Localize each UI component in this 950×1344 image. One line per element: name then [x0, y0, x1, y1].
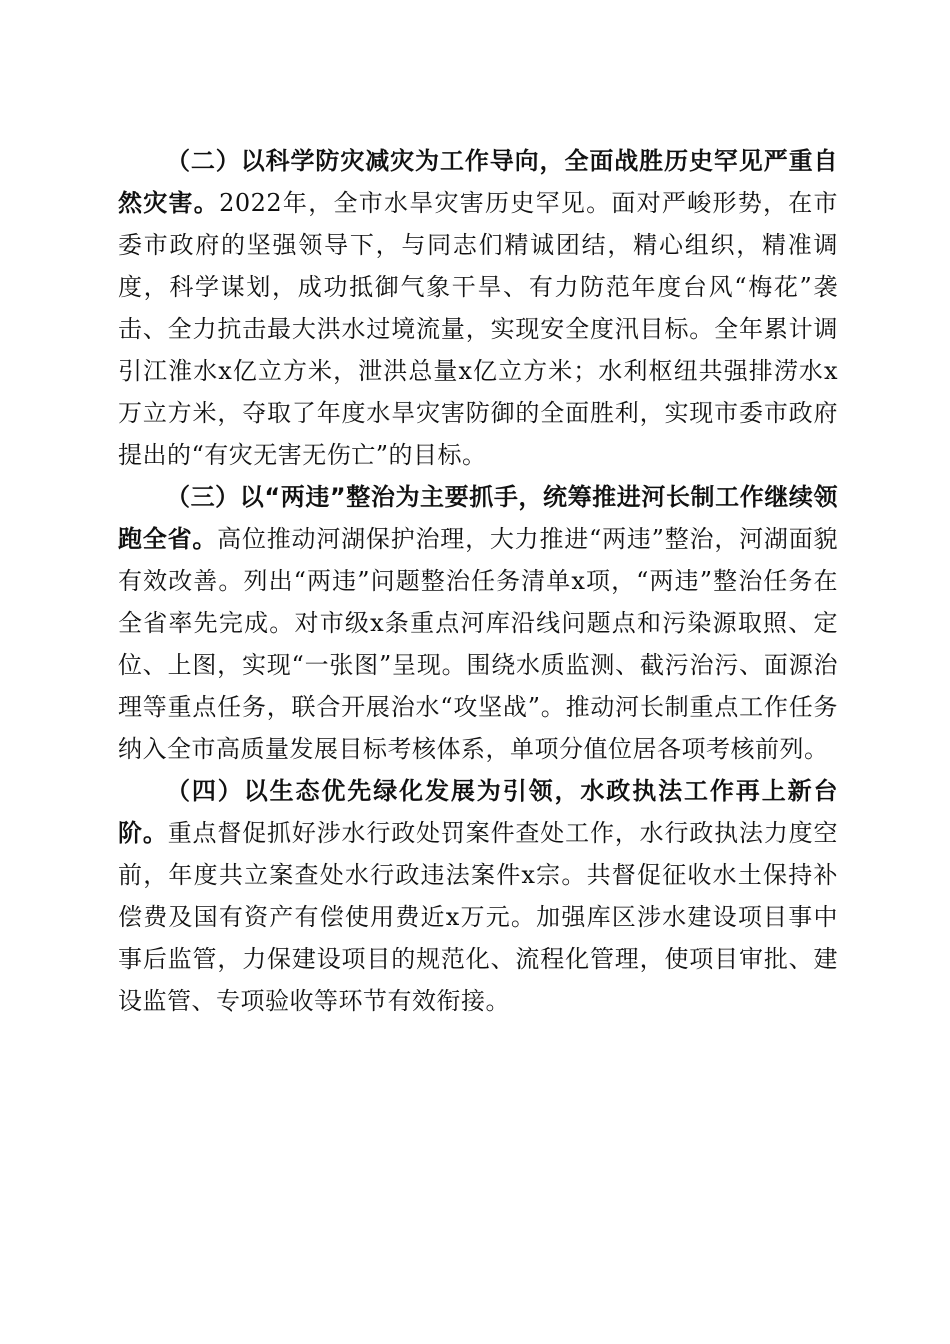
document-body: [118, 140, 838, 1022]
section-heading-3: （三）以“两违”整治为主要抓手，统筹推进河长制工作继续领跑全省。: [118, 483, 838, 553]
section-body-3: 高位推动河湖保护治理，大力推进“两违”整治，河湖面貌有效改善。列出“两违”问题整治任务清单x项，“两违”整治任务在全省率先完成。对市级x条重点河库沿线问题点和污染源取照、定位、上图，实现“一张图”呈现。围绕水质监测、截污治污、面源治理等重点任务，联合开展治水“攻坚战”。推动河长制重点工作任务纳入全市高质量发展目标考核体系，单项分值位居各项考核前列。: [118, 525, 838, 763]
section-body-2: 2022年，全市水旱灾害历史罕见。面对严峻形势，在市委市政府的坚强领导下，与同志们精诚团结，精心组织，精准调度，科学谋划，成功抵御气象干旱、有力防范年度台风“梅花”袭击、全力抗击最大洪水过境流量，实现安全度汛目标。全年累计调引江淮水x亿立方米，泄洪总量x亿立方米；水利枢纽共强排涝水x万立方米，夺取了年度水旱灾害防御的全面胜利，实现市委市政府提出的“有灾无害无伤亡”的目标。: [118, 189, 839, 469]
section-paragraph-3: [118, 476, 838, 770]
section-heading-2: （二）以科学防灾减灾为工作导向，全面战胜历史罕见严重自然灾害。: [118, 147, 838, 217]
section-heading-4: （四）以生态优先绿化发展为引领，水政执法工作再上新台阶。: [118, 777, 838, 847]
section-paragraph-4: [118, 770, 838, 1022]
section-body-4: 重点督促抓好涉水行政处罚案件查处工作，水行政执法力度空前，年度共立案查处水行政违法案件x宗。共督促征收水土保持补偿费及国有资产有偿使用费近x万元。加强库区涉水建设项目事中事后监管，力保建设项目的规范化、流程化管理，使项目审批、建设监管、专项验收等环节有效衔接。: [118, 819, 839, 1015]
section-paragraph-2: [118, 140, 838, 476]
